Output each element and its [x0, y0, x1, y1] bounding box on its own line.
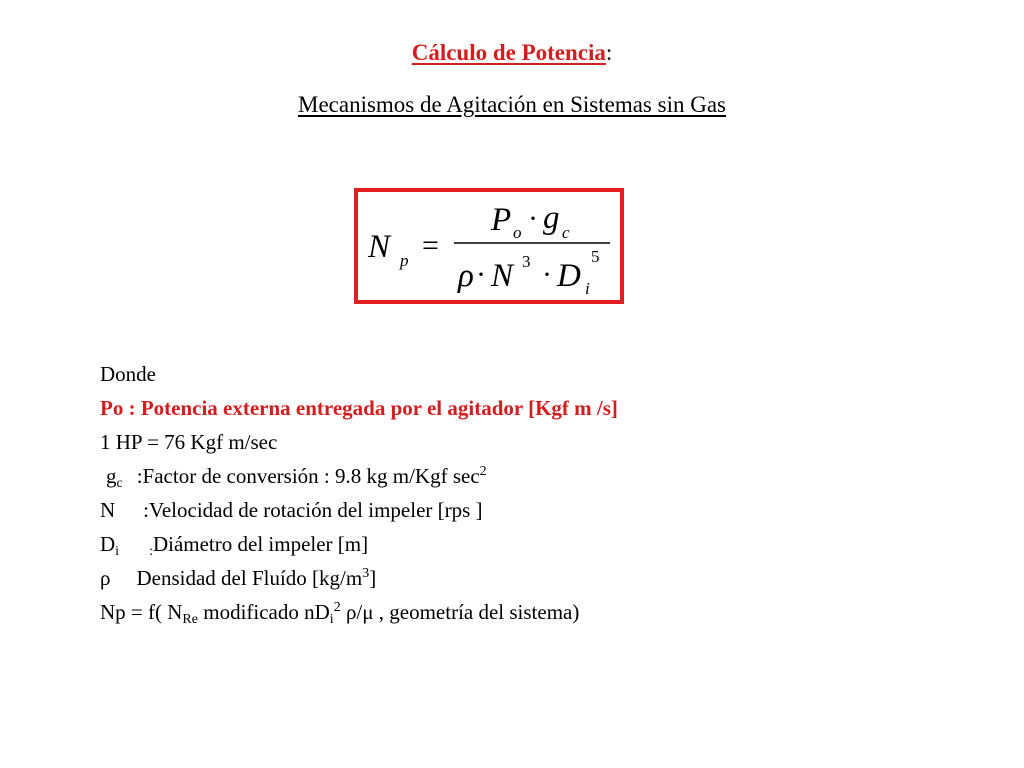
formula-num-g: g	[543, 200, 560, 236]
rho-close: ]	[369, 566, 377, 590]
np-mid: modificado nD	[197, 600, 330, 624]
rho-exponent: 3	[362, 566, 370, 581]
di-text: Diámetro del impeler [m]	[152, 532, 369, 556]
formula-equals: =	[422, 229, 439, 262]
np-sub-i: i	[329, 612, 334, 627]
np-prefix: Np = f( N	[100, 600, 183, 624]
gc-text: :Factor de conversión : 9.8 kg m/Kgf sec	[136, 464, 480, 488]
formula-lhs-sub-p: p	[400, 251, 409, 270]
di-subscript: i	[115, 544, 120, 559]
title-main	[0, 40, 1024, 66]
definitions-list	[100, 360, 618, 632]
n-text: :Velocidad de rotación del impeler [rps ]	[143, 498, 483, 522]
title-colon: :	[605, 40, 613, 65]
formula-den-d: D	[557, 258, 581, 294]
gc-subscript: c	[116, 476, 123, 491]
np-exp-2: 2	[333, 600, 341, 615]
formula-den-rho: ρ	[458, 258, 474, 294]
formula-den-n-exp: 3	[522, 252, 531, 271]
title-subtitle: Mecanismos de Agitación en Sistemas sin Gas	[298, 92, 726, 117]
formula-den-n: N	[491, 258, 514, 294]
rho-symbol: ρ	[100, 566, 111, 590]
definition-donde: Donde	[100, 362, 156, 386]
definition-n	[100, 496, 618, 530]
definition-po: Po : Potencia externa entregada por el agitador [Kgf m /s]	[100, 396, 618, 420]
definition-np	[100, 598, 618, 632]
di-colon: :	[149, 544, 153, 559]
definition-di	[100, 530, 618, 564]
np-end: ρ/μ , geometría del sistema)	[340, 600, 580, 624]
power-number-formula	[354, 188, 624, 304]
formula-num-p-sub: o	[513, 223, 522, 242]
formula-svg	[358, 192, 620, 300]
formula-den-dot-1: ·	[476, 258, 486, 291]
gc-exponent: 2	[479, 464, 487, 479]
formula-num-dot: ·	[528, 202, 538, 235]
formula-den-dot-2: ·	[542, 258, 552, 291]
title-main-text: Cálculo de Potencia	[411, 40, 606, 65]
formula-lhs-n: N	[368, 229, 391, 265]
formula-num-p: P	[491, 202, 512, 238]
rho-text: Densidad del Fluído [kg/m	[136, 566, 363, 590]
definition-gc	[100, 462, 618, 496]
formula-den-d-exp: 5	[591, 247, 600, 266]
formula-den-d-sub: i	[585, 279, 590, 298]
definition-hp: 1 HP = 76 Kgf m/sec	[100, 430, 278, 454]
n-symbol: N	[100, 498, 116, 522]
di-symbol: D	[100, 532, 116, 556]
definition-rho	[100, 564, 618, 598]
np-sub-re: Re	[182, 612, 198, 627]
gc-symbol: g	[106, 464, 117, 488]
formula-num-g-sub: c	[562, 223, 570, 242]
